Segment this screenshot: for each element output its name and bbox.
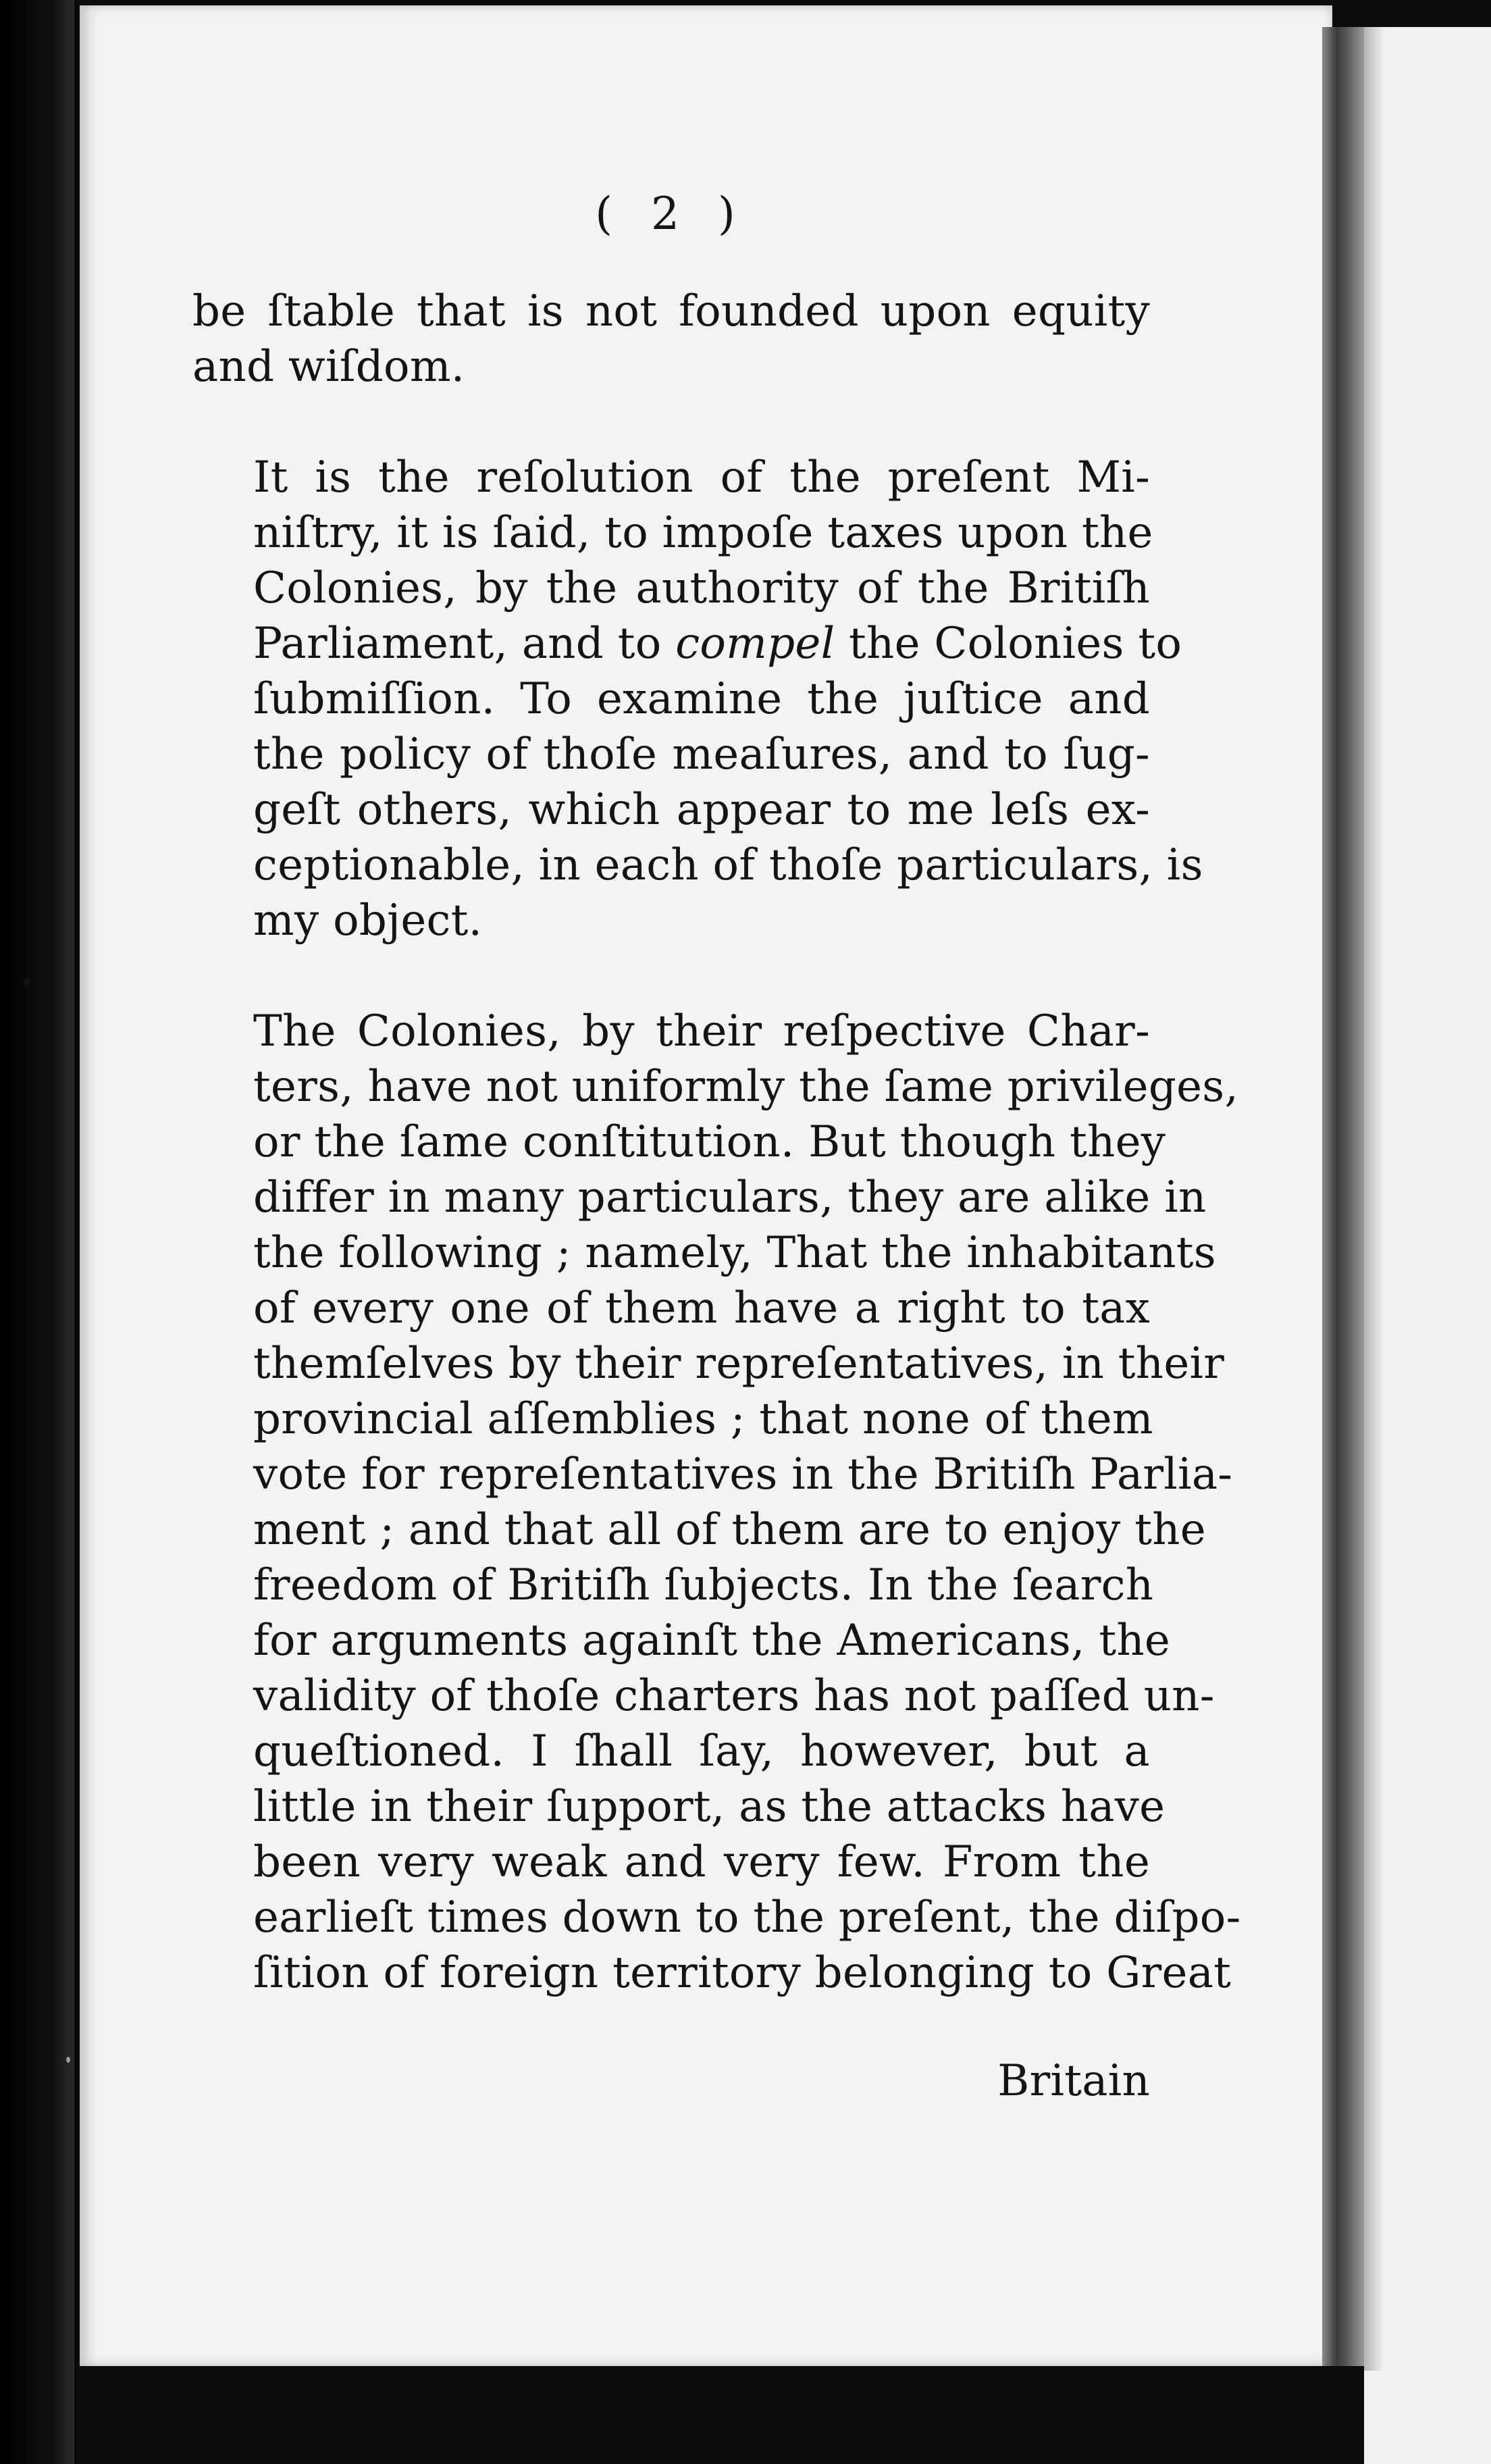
text-line: Colonies, by the authority of the Britiſh [253, 563, 1150, 613]
paragraphs [192, 284, 1241, 2001]
text-line: themſelves by their repreſentatives, in their [253, 1339, 1225, 1389]
catchword: Britain [997, 2056, 1150, 2106]
page-text [192, 177, 1241, 2109]
text-line: Parliament, and to compel the Colonies to [253, 619, 1182, 669]
text-line: the following ; namely, That the inhabitants [253, 1228, 1216, 1278]
text-line: niſtry, it is ſaid, to impoſe taxes upon the [253, 508, 1153, 558]
text-line: ſition of foreign territory belonging to Great [253, 1948, 1232, 1998]
paragraph [192, 1004, 1241, 2001]
text-line: ment ; and that all of them are to enjoy the [253, 1505, 1206, 1555]
text-line: ceptionable, in each of thoſe particulars, is [253, 840, 1203, 890]
text-line: my object. [253, 896, 483, 946]
text-line: differ in many particulars, they are alike in [253, 1173, 1207, 1223]
scan-bottom-border [80, 2366, 1364, 2464]
text-line: queſtioned. I ſhall ſay, however, but a [253, 1726, 1150, 1776]
text-line: ters, have not uniformly the ſame privileges, [253, 1062, 1239, 1112]
scan-speck [24, 978, 31, 987]
text-line: The Colonies, by their reſpective Char- [253, 1006, 1150, 1056]
page-number: ( 2 ) [595, 188, 748, 240]
text-line: vote for repreſentatives in the Britiſh Parlia- [253, 1449, 1233, 1499]
text-line: be ſtable that is not founded upon equity [192, 286, 1150, 336]
adjacent-page-shadow [1364, 27, 1384, 2371]
text-line: geſt others, which appear to me leſs ex- [253, 785, 1150, 835]
text-line: of every one of them have a right to tax [253, 1283, 1150, 1333]
scan-left-border [0, 0, 74, 2464]
text-line: been very weak and very few. From the [253, 1837, 1150, 1887]
text-line: and wiſdom. [192, 342, 465, 392]
text-line: It is the reſolution of the preſent Mi- [253, 453, 1150, 503]
text-line: provincial aſſemblies ; that none of them [253, 1394, 1153, 1444]
text-line: for arguments againſt the Americans, the [253, 1616, 1171, 1666]
text-line: the policy of thoſe meaſures, and to ſug- [253, 729, 1150, 779]
page-gutter-fold [1322, 27, 1364, 2371]
text-line: ſubmiſſion. To examine the juſtice and [253, 674, 1150, 724]
scan-speck [66, 2057, 70, 2063]
paragraph [192, 450, 1203, 948]
text-line: validity of thoſe charters has not paſſed un- [253, 1671, 1215, 1721]
text-line: earlieſt times down to the preſent, the diſpo- [253, 1893, 1241, 1943]
paragraph [192, 284, 1150, 394]
text-line: little in their ſupport, as the attacks have [253, 1782, 1166, 1832]
text-line: freedom of Britiſh ſubjects. In the ſearch [253, 1560, 1154, 1610]
text-line: or the ſame conſtitution. But though they [253, 1117, 1166, 1167]
